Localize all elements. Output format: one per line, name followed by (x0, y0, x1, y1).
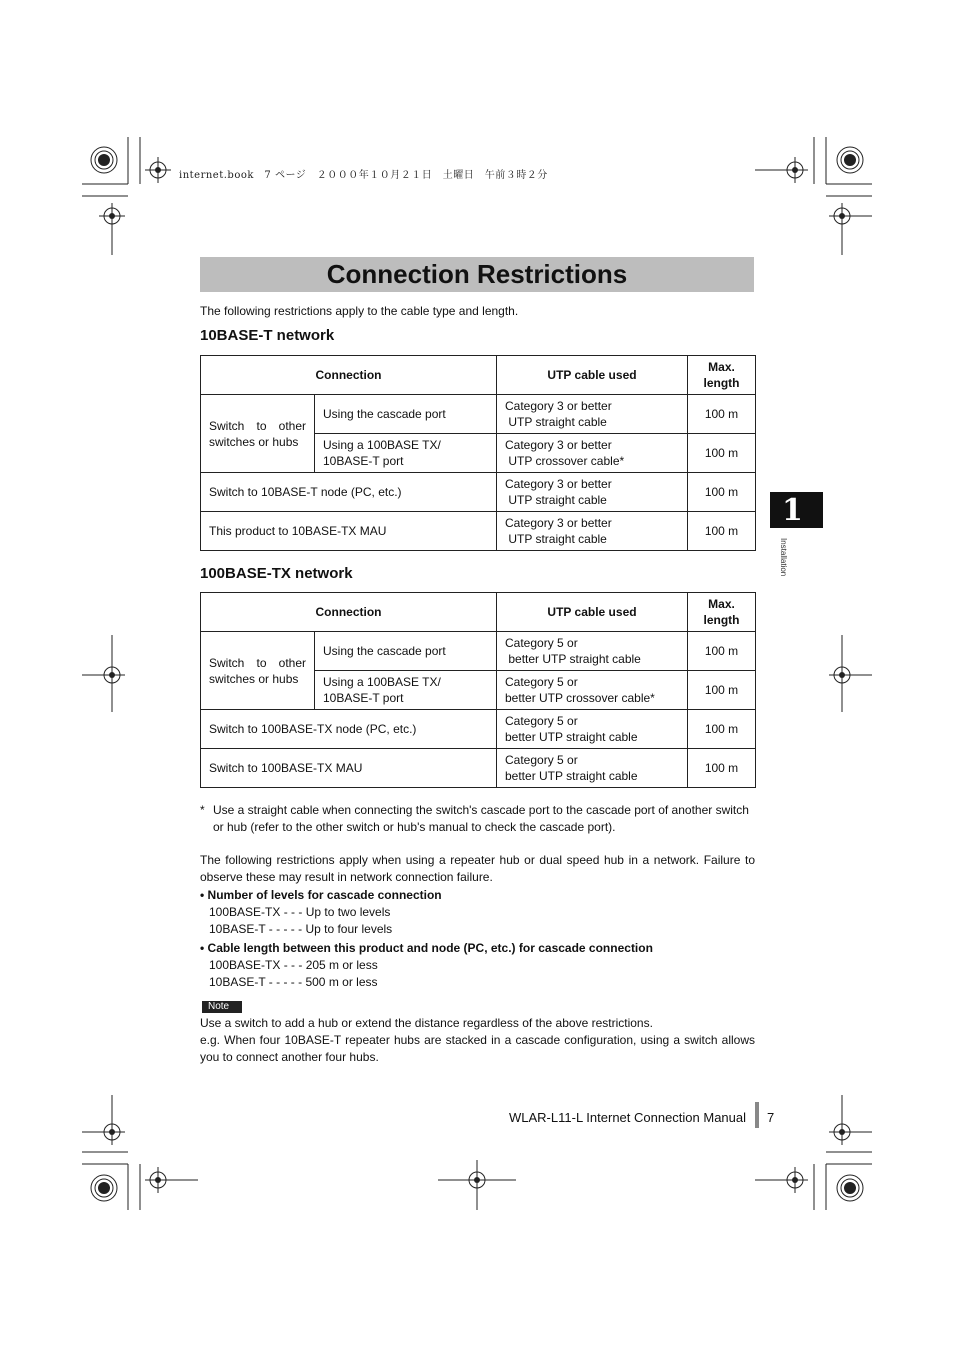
connection-cell: Switch to 10BASE-T node (PC, etc.) (201, 473, 497, 512)
table-row (201, 710, 756, 749)
connection-cell: Switch to 100BASE-TX node (PC, etc.) (201, 710, 497, 749)
footer-manual-title: WLAR-L11-L Internet Connection Manual (509, 1110, 747, 1125)
bullet-line: 100BASE-TX - - - 205 m or less (209, 958, 378, 972)
cable-cell: Category 5 or better UTP straight cable (497, 632, 688, 671)
bullet-cable-length (200, 940, 755, 991)
bullet-levels (200, 887, 755, 938)
header-cable: UTP cable used (497, 593, 688, 632)
sub-connection: Using a 100BASE TX/ 10BASE-T port (315, 671, 497, 710)
table-header-row (201, 593, 756, 632)
section-heading-100base-tx: 100BASE-TX network (200, 565, 353, 582)
footnote-mark: * (200, 803, 205, 817)
cable-cell: Category 5 or better UTP crossover cable* (497, 671, 688, 710)
bullet-line: 10BASE-T - - - - - 500 m or less (209, 975, 378, 989)
table-row (201, 512, 756, 551)
note-line: e.g. When four 10BASE-T repeater hubs are stacked in a cascade configuration, using a switch allows you to connect another four hubs. (200, 1033, 755, 1064)
header-connection: Connection (201, 356, 497, 395)
title-bar (200, 257, 754, 292)
printer-slug: internet.book 7 ページ ２０００年１０月２１日 土曜日 午前３時２分 (179, 170, 548, 181)
intro-text: The following restrictions apply to the cable type and length. (200, 304, 519, 318)
note-body (200, 1015, 755, 1066)
cable-cell: Category 3 or better UTP crossover cable* (497, 434, 688, 473)
note-badge: Note (202, 1001, 242, 1013)
chapter-label: Installation (779, 538, 788, 577)
table-100base-tx (200, 592, 756, 788)
table-10base-t (200, 355, 756, 551)
sub-connection: Using the cascade port (315, 395, 497, 434)
length-cell: 100 m (688, 710, 756, 749)
table-row (201, 749, 756, 788)
section-heading-10base-t: 10BASE-T network (200, 327, 335, 344)
length-cell: 100 m (688, 512, 756, 551)
table-row (201, 632, 756, 671)
sub-connection: Using a 100BASE TX/ 10BASE-T port (315, 434, 497, 473)
footnote (200, 802, 755, 836)
repeater-paragraph: The following restrictions apply when using a repeater hub or dual speed hub in a network. Failure to observe these may result in network connection failure. (200, 853, 755, 884)
cable-cell: Category 3 or better UTP straight cable (497, 512, 688, 551)
connection-cell: Switch to 100BASE-TX MAU (201, 749, 497, 788)
table-header-row (201, 356, 756, 395)
length-cell: 100 m (688, 749, 756, 788)
table-row (201, 395, 756, 434)
cable-cell: Category 5 or better UTP straight cable (497, 710, 688, 749)
footer-divider (755, 1102, 759, 1128)
bullet-title: • Cable length between this product and node (PC, etc.) for cascade connection (200, 941, 653, 955)
header-max-length: Max. length (688, 593, 756, 632)
note-line: Use a switch to add a hub or extend the distance regardless of the above restrictions. (200, 1016, 653, 1030)
connection-cell: This product to 10BASE-TX MAU (201, 512, 497, 551)
length-cell: 100 m (688, 632, 756, 671)
length-cell: 100 m (688, 671, 756, 710)
bullet-line: 100BASE-TX - - - Up to two levels (209, 905, 391, 919)
length-cell: 100 m (688, 395, 756, 434)
header-connection: Connection (201, 593, 497, 632)
header-cable: UTP cable used (497, 356, 688, 395)
bullet-title: • Number of levels for cascade connection (200, 888, 442, 902)
cable-cell: Category 3 or better UTP straight cable (497, 473, 688, 512)
cable-cell: Category 5 or better UTP straight cable (497, 749, 688, 788)
page-number: 7 (767, 1110, 775, 1125)
footnote-text: Use a straight cable when connecting the switch's cascade port to the cascade port of another switch or hub (refer to the other switch or hub's manual to check the cascade port). (213, 803, 749, 834)
sub-connection: Using the cascade port (315, 632, 497, 671)
header-max-length: Max. length (688, 356, 756, 395)
bullet-line: 10BASE-T - - - - - Up to four levels (209, 922, 393, 936)
table-row (201, 473, 756, 512)
group-label: Switch to other switches or hubs (201, 395, 315, 473)
group-label: Switch to other switches or hubs (201, 632, 315, 710)
length-cell: 100 m (688, 434, 756, 473)
cable-cell: Category 3 or better UTP straight cable (497, 395, 688, 434)
chapter-tab: 1 (770, 492, 823, 528)
length-cell: 100 m (688, 473, 756, 512)
page-title: Connection Restrictions (326, 259, 628, 289)
